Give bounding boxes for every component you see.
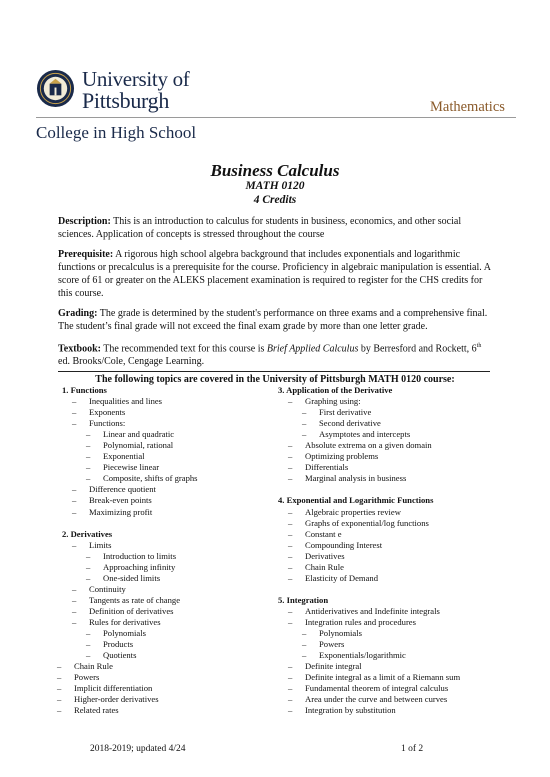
topics-heading: The following topics are covered in the University of Pittsburgh MATH 0120 course: [95, 374, 455, 385]
right-topic-text: Area under the curve and between curves [305, 694, 448, 705]
right-topic-row [278, 529, 508, 540]
left-topic-row [57, 694, 272, 705]
right-topic-row [278, 639, 508, 650]
left-topic-text: Introduction to limits [103, 550, 177, 561]
course-number: MATH 0120 [245, 180, 305, 192]
dash-bullet-icon: – [86, 628, 91, 639]
course-credits: 4 Credits [253, 194, 297, 206]
dash-bullet-icon: – [86, 561, 91, 572]
footer-page-number: 1 of 2 [401, 744, 424, 754]
right-topic-text: Derivatives [305, 550, 345, 561]
dash-bullet-icon: – [72, 539, 77, 550]
dash-bullet-icon: – [86, 462, 91, 473]
right-topic-row [278, 495, 508, 506]
right-topic-text: Fundamental theorem of integral calculus [305, 683, 449, 694]
left-topic-text: Exponents [89, 407, 126, 418]
left-topic-row [62, 551, 272, 562]
left-topic-row [62, 484, 272, 495]
left-topic-row [62, 562, 272, 573]
right-topic-text: Graphing using: [305, 396, 361, 407]
left-topic-row [62, 540, 272, 551]
right-topic-text: Constant e [305, 528, 342, 539]
description-label: Description: [58, 216, 111, 227]
right-topic-row [278, 606, 508, 617]
dash-bullet-icon: – [72, 506, 77, 517]
right-topic-text: Definite integral [305, 661, 362, 672]
right-topic-row [278, 385, 508, 396]
right-topic-row [278, 518, 508, 529]
right-topic-row [278, 573, 508, 584]
prerequisite-text: A rigorous high school algebra background that includes exponentials and logarithmic functions or precalculus is a prerequisite for the course. Proficiency in algebraic manipulation is essential. A score of 61 or greater on the ALEKS placement examination is required to register for the CHS credits for this course. [58, 249, 491, 299]
dash-bullet-icon: – [288, 605, 293, 616]
left-topic-row [62, 451, 272, 462]
dash-bullet-icon: – [86, 550, 91, 561]
left-topic-row [62, 429, 272, 440]
left-topic-text: Linear and quadratic [103, 429, 175, 440]
description-paragraph [58, 215, 492, 241]
right-topic-text: First derivative [319, 407, 372, 418]
right-topic-text: Marginal analysis in business [305, 473, 407, 484]
dash-bullet-icon: – [72, 583, 77, 594]
dash-bullet-icon: – [57, 694, 62, 705]
right-topic-text: Differentials [305, 462, 349, 473]
left-topic-row [62, 628, 272, 639]
left-topic-row [62, 495, 272, 506]
header-divider [36, 117, 516, 118]
right-topic-row [278, 540, 508, 551]
left-topic-row [62, 507, 272, 518]
dash-bullet-icon: – [72, 407, 77, 418]
left-topic-row [62, 407, 272, 418]
left-topic-row [62, 462, 272, 473]
right-topic-text: Antiderivatives and Indefinite integrals [305, 605, 440, 616]
right-topic-text: Polynomials [319, 628, 362, 639]
right-topic-row [278, 584, 508, 595]
right-topic-row [278, 407, 508, 418]
right-section-heading: 5. Integration [278, 594, 329, 605]
left-topic-text: Polynomials [103, 628, 146, 639]
right-topic-row [278, 595, 508, 606]
left-topic-row [57, 705, 272, 716]
textbook-text-post: by Berresford and Rockett, 6 [358, 343, 477, 355]
left-topic-text: Polynomial, rational [103, 440, 174, 451]
grading-paragraph [58, 307, 492, 333]
left-topic-text: Approaching infinity [103, 561, 176, 572]
dash-bullet-icon: – [288, 672, 293, 683]
dash-bullet-icon: – [302, 628, 307, 639]
dash-bullet-icon: – [288, 506, 293, 517]
right-topic-row [278, 683, 508, 694]
dash-bullet-icon: – [288, 572, 293, 583]
left-topic-row [62, 617, 272, 628]
right-topic-text: Compounding Interest [305, 539, 383, 550]
left-topic-row [57, 661, 272, 672]
right-topic-row [278, 462, 508, 473]
left-topic-row [62, 440, 272, 451]
description-text: This is an introduction to calculus for students in business, economics, and other social sciences. Application of concepts is stressed throughout the course [58, 216, 462, 240]
right-topic-row [278, 705, 508, 716]
right-section-heading: 4. Exponential and Logarithmic Functions [278, 495, 434, 506]
right-topic-row [278, 484, 508, 495]
prerequisite-paragraph [58, 248, 492, 300]
dash-bullet-icon: – [57, 661, 62, 672]
right-topic-text: Graphs of exponential/log functions [305, 517, 429, 528]
textbook-edition-sup: th [476, 343, 482, 349]
left-topic-row [62, 518, 272, 529]
right-topic-text: Elasticity of Demand [305, 572, 379, 583]
dash-bullet-icon: – [72, 594, 77, 605]
textbook-title: Brief Applied Calculus [266, 343, 359, 355]
dash-bullet-icon: – [86, 451, 91, 462]
right-topic-row [278, 418, 508, 429]
left-topic-row [62, 639, 272, 650]
left-topic-row [62, 606, 272, 617]
university-name-line2: Pittsburgh [82, 88, 170, 113]
left-topic-row [62, 573, 272, 584]
right-topic-text: Absolute extrema on a given domain [305, 440, 432, 451]
left-topic-text: Functions: [89, 418, 126, 429]
left-topic-text: One-sided limits [103, 572, 161, 583]
right-topic-text: Chain Rule [305, 561, 344, 572]
dash-bullet-icon: – [86, 639, 91, 650]
dash-bullet-icon: – [288, 694, 293, 705]
left-topic-text: Related rates [74, 705, 119, 716]
right-topic-text: Integration rules and procedures [305, 616, 416, 627]
dash-bullet-icon: – [288, 462, 293, 473]
right-topic-row [278, 661, 508, 672]
dash-bullet-icon: – [288, 396, 293, 407]
right-topic-text: Algebraic properties review [305, 506, 401, 517]
left-topic-row [62, 396, 272, 407]
left-topic-text: Definition of derivatives [89, 605, 174, 616]
left-topic-text: Powers [74, 672, 100, 683]
right-topic-text: Optimizing problems [305, 451, 379, 462]
dash-bullet-icon: – [288, 550, 293, 561]
dash-bullet-icon: – [288, 451, 293, 462]
footer-date: 2018-2019; updated 4/24 [90, 744, 186, 754]
dash-bullet-icon: – [302, 650, 307, 661]
dash-bullet-icon: – [302, 639, 307, 650]
dash-bullet-icon: – [72, 484, 77, 495]
left-topic-row [62, 385, 272, 396]
dash-bullet-icon: – [288, 473, 293, 484]
right-topic-text: Powers [319, 639, 345, 650]
dash-bullet-icon: – [288, 561, 293, 572]
university-name-line1: University of [82, 67, 190, 91]
left-topic-text: Continuity [89, 583, 126, 594]
dash-bullet-icon: – [86, 572, 91, 583]
right-topic-row [278, 672, 508, 683]
dash-bullet-icon: – [288, 661, 293, 672]
dash-bullet-icon: – [288, 539, 293, 550]
right-topic-row [278, 694, 508, 705]
left-topic-row [62, 650, 272, 661]
topics-left-column [57, 385, 272, 716]
left-topic-row [62, 584, 272, 595]
right-topic-text: Definite integral as a limit of a Riemann sum [305, 672, 461, 683]
dash-bullet-icon: – [57, 705, 62, 716]
program-name: College in High School [36, 123, 197, 142]
right-topic-text: Second derivative [319, 418, 381, 429]
dash-bullet-icon: – [72, 605, 77, 616]
left-topic-text: Higher-order derivatives [74, 694, 159, 705]
left-topic-row [62, 473, 272, 484]
topics-divider [58, 371, 490, 372]
dash-bullet-icon: – [72, 616, 77, 627]
left-topic-text: Composite, shifts of graphs [103, 473, 198, 484]
right-topic-row [278, 628, 508, 639]
dash-bullet-icon: – [288, 440, 293, 451]
topics-right-column [278, 385, 508, 716]
course-title: Business Calculus [210, 161, 340, 180]
right-topic-row [278, 473, 508, 484]
right-topic-row [278, 451, 508, 462]
left-topic-row [62, 529, 272, 540]
university-seal-icon [36, 69, 75, 108]
textbook-text-end: ed. Brooks/Cole, Cengage Learning. [58, 356, 205, 368]
right-topic-text: Exponentials/logarithmic [319, 650, 406, 661]
dash-bullet-icon: – [57, 672, 62, 683]
dash-bullet-icon: – [86, 650, 91, 661]
left-section-heading: 2. Derivatives [62, 528, 113, 539]
right-topic-row [278, 551, 508, 562]
left-section-heading: 1. Functions [62, 385, 107, 395]
dash-bullet-icon: – [72, 418, 77, 429]
left-topic-text: Inequalities and lines [89, 396, 163, 407]
dash-bullet-icon: – [86, 429, 91, 440]
left-topic-text: Products [103, 639, 134, 650]
left-topic-text: Rules for derivatives [89, 616, 161, 627]
dash-bullet-icon: – [288, 517, 293, 528]
left-topic-row [57, 672, 272, 683]
dash-bullet-icon: – [288, 616, 293, 627]
right-topic-row [278, 650, 508, 661]
left-topic-text: Quotients [103, 650, 137, 661]
grading-label: Grading: [58, 308, 98, 319]
grading-text: The grade is determined by the student's performance on three exams and a comprehensive final. The student’s final grade will not exceed the final exam grade by more than one letter grade. [58, 308, 488, 332]
dash-bullet-icon: – [86, 473, 91, 484]
left-topic-row [57, 683, 272, 694]
dash-bullet-icon: – [72, 396, 77, 407]
dash-bullet-icon: – [302, 429, 307, 440]
left-topic-text: Maximizing profit [89, 506, 153, 517]
left-topic-text: Tangents as rate of change [89, 594, 181, 605]
textbook-paragraph [58, 340, 492, 368]
right-topic-row [278, 507, 508, 518]
left-topic-row [62, 418, 272, 429]
dash-bullet-icon: – [72, 495, 77, 506]
left-topic-text: Chain Rule [74, 661, 113, 672]
textbook-label: Textbook: [58, 343, 101, 355]
right-section-heading: 3. Application of the Derivative [278, 385, 393, 395]
dash-bullet-icon: – [86, 440, 91, 451]
dash-bullet-icon: – [288, 705, 293, 716]
left-topic-row [62, 595, 272, 606]
right-topic-text: Asymptotes and intercepts [319, 429, 411, 440]
dash-bullet-icon: – [57, 683, 62, 694]
right-topic-row [278, 429, 508, 440]
left-topic-text: Limits [89, 539, 112, 550]
dash-bullet-icon: – [302, 418, 307, 429]
right-topic-row [278, 396, 508, 407]
right-topic-row [278, 617, 508, 628]
left-topic-text: Break-even points [89, 495, 152, 506]
left-topic-text: Piecewise linear [103, 462, 160, 473]
right-topic-row [278, 440, 508, 451]
left-topic-text: Difference quotient [89, 484, 156, 495]
prerequisite-label: Prerequisite: [58, 249, 114, 260]
dash-bullet-icon: – [288, 528, 293, 539]
right-topic-text: Integration by substitution [305, 705, 396, 716]
dash-bullet-icon: – [288, 683, 293, 694]
department-name: Mathematics [430, 99, 505, 115]
textbook-text-pre: The recommended text for this course is [100, 343, 267, 355]
right-topic-row [278, 562, 508, 573]
left-topic-text: Exponential [103, 451, 145, 462]
left-topic-text: Implicit differentiation [74, 683, 153, 694]
dash-bullet-icon: – [302, 407, 307, 418]
